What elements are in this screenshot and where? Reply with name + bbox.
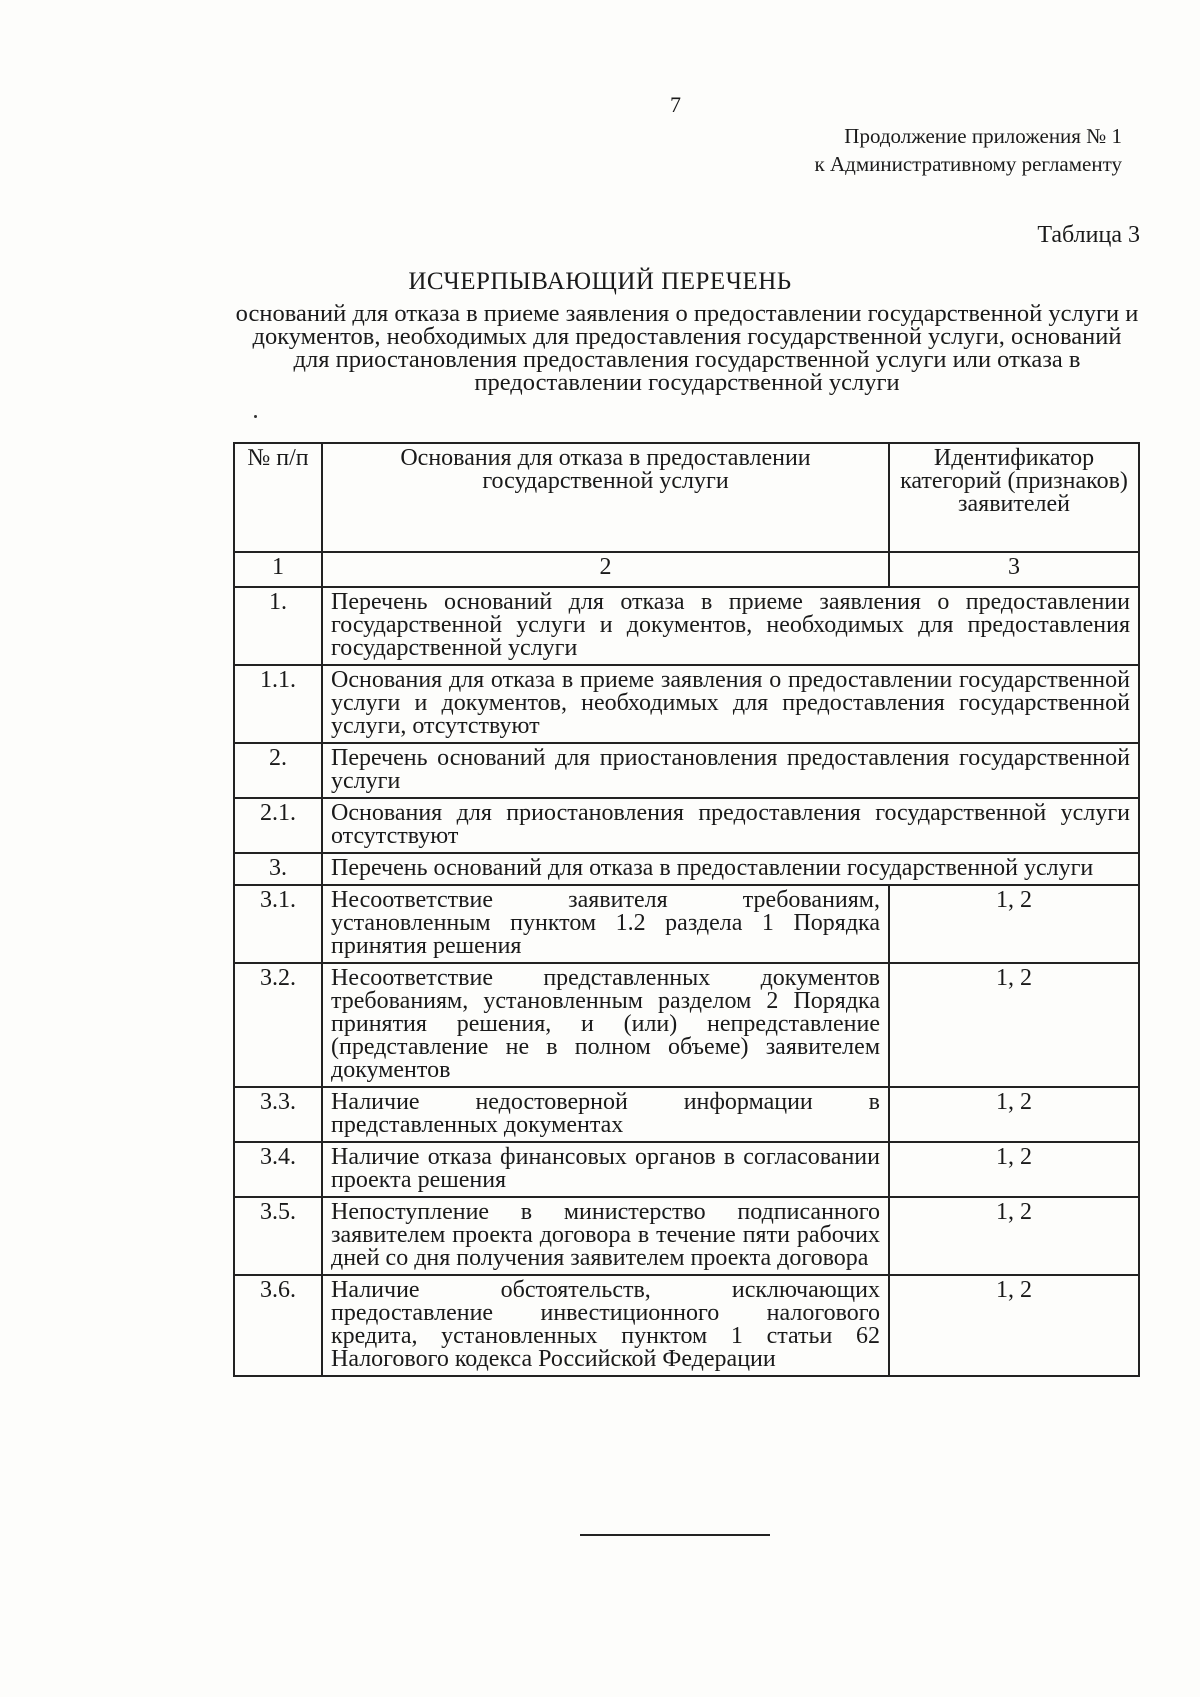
table-row — [234, 1197, 1139, 1275]
row-number: 3.2. — [234, 963, 322, 1087]
table-row — [234, 853, 1139, 885]
row-number: 2. — [234, 743, 322, 798]
table-row — [234, 798, 1139, 853]
row-text: Основания для приостановления предоставления государственной услуги отсутствуют — [322, 798, 1139, 853]
row-identifier: 1, 2 — [889, 963, 1139, 1087]
table-row — [234, 743, 1139, 798]
appendix-line-1: Продолжение приложения № 1 — [844, 124, 1122, 148]
row-text: Наличие недостоверной информации в представленных документах — [322, 1087, 889, 1142]
row-text: Наличие отказа финансовых органов в согласовании проекта решения — [322, 1142, 889, 1197]
scan-speck — [254, 415, 257, 418]
column-number-2: 2 — [322, 552, 889, 587]
appendix-note — [702, 122, 1122, 178]
table-row — [234, 1275, 1139, 1376]
header-grounds: Основания для отказа в предоставлении государственной услуги — [322, 443, 889, 552]
header-identifier: Идентификатор категорий (признаков) заявителей — [889, 443, 1139, 552]
row-text: Наличие обстоятельств, исключающих предоставление инвестиционного налогового кредита, установленных пунктом 1 статьи 62 Налогового кодекса Российской Федерации — [322, 1275, 889, 1376]
row-number: 3.4. — [234, 1142, 322, 1197]
row-number: 1. — [234, 587, 322, 665]
row-text: Перечень оснований для приостановления предоставления государственной услуги — [322, 743, 1139, 798]
row-number: 2.1. — [234, 798, 322, 853]
row-text: Непоступление в министерство подписанного заявителем проекта договора в течение пяти рабочих дней со дня получения заявителем проекта договора — [322, 1197, 889, 1275]
row-text: Несоответствие представленных документов требованиям, установленным разделом 2 Порядка принятия решения, и (или) непредставление (представление не в полном объеме) заявителем документов — [322, 963, 889, 1087]
row-number: 3.5. — [234, 1197, 322, 1275]
document-title: ИСЧЕРПЫВАЮЩИЙ ПЕРЕЧЕНЬ — [408, 268, 792, 295]
row-number: 3.3. — [234, 1087, 322, 1142]
column-number-row — [234, 552, 1139, 587]
table-row — [234, 587, 1139, 665]
row-identifier: 1, 2 — [889, 1142, 1139, 1197]
table-row — [234, 1142, 1139, 1197]
row-identifier: 1, 2 — [889, 1087, 1139, 1142]
row-identifier: 1, 2 — [889, 1197, 1139, 1275]
grounds-table — [233, 442, 1140, 1377]
appendix-line-2: к Административному регламенту — [814, 152, 1122, 176]
row-text: Основания для отказа в приеме заявления о предоставлении государственной услуги и документов, необходимых для предоставления государственной услуги, отсутствуют — [322, 665, 1139, 743]
row-number: 3.1. — [234, 885, 322, 963]
table-row — [234, 885, 1139, 963]
table-label: Таблица 3 — [1037, 222, 1140, 248]
page-number: 7 — [670, 92, 681, 117]
column-number-1: 1 — [234, 552, 322, 587]
row-identifier: 1, 2 — [889, 1275, 1139, 1376]
column-number-3: 3 — [889, 552, 1139, 587]
row-text: Перечень оснований для отказа в предоставлении государственной услуги — [322, 853, 1139, 885]
table-row — [234, 1087, 1139, 1142]
row-text: Несоответствие заявителя требованиям, установленным пунктом 1.2 раздела 1 Порядка принятия решения — [322, 885, 889, 963]
row-text: Перечень оснований для отказа в приеме заявления о предоставлении государственной услуги и документов, необходимых для предоставления государственной услуги — [322, 587, 1139, 665]
header-number: № п/п — [234, 443, 322, 552]
closing-rule — [580, 1534, 770, 1536]
row-number: 1.1. — [234, 665, 322, 743]
table-row — [234, 665, 1139, 743]
table-row — [234, 963, 1139, 1087]
table-header-row — [234, 443, 1139, 552]
document-subtitle: оснований для отказа в приеме заявления о предоставлении государственной услуги и документов, необходимых для предоставления государственной услуги, оснований для приостановления предоставления государственной услуги или отказа в предоставлении государственной услуги — [235, 300, 1139, 396]
row-identifier: 1, 2 — [889, 885, 1139, 963]
row-number: 3. — [234, 853, 322, 885]
row-number: 3.6. — [234, 1275, 322, 1376]
